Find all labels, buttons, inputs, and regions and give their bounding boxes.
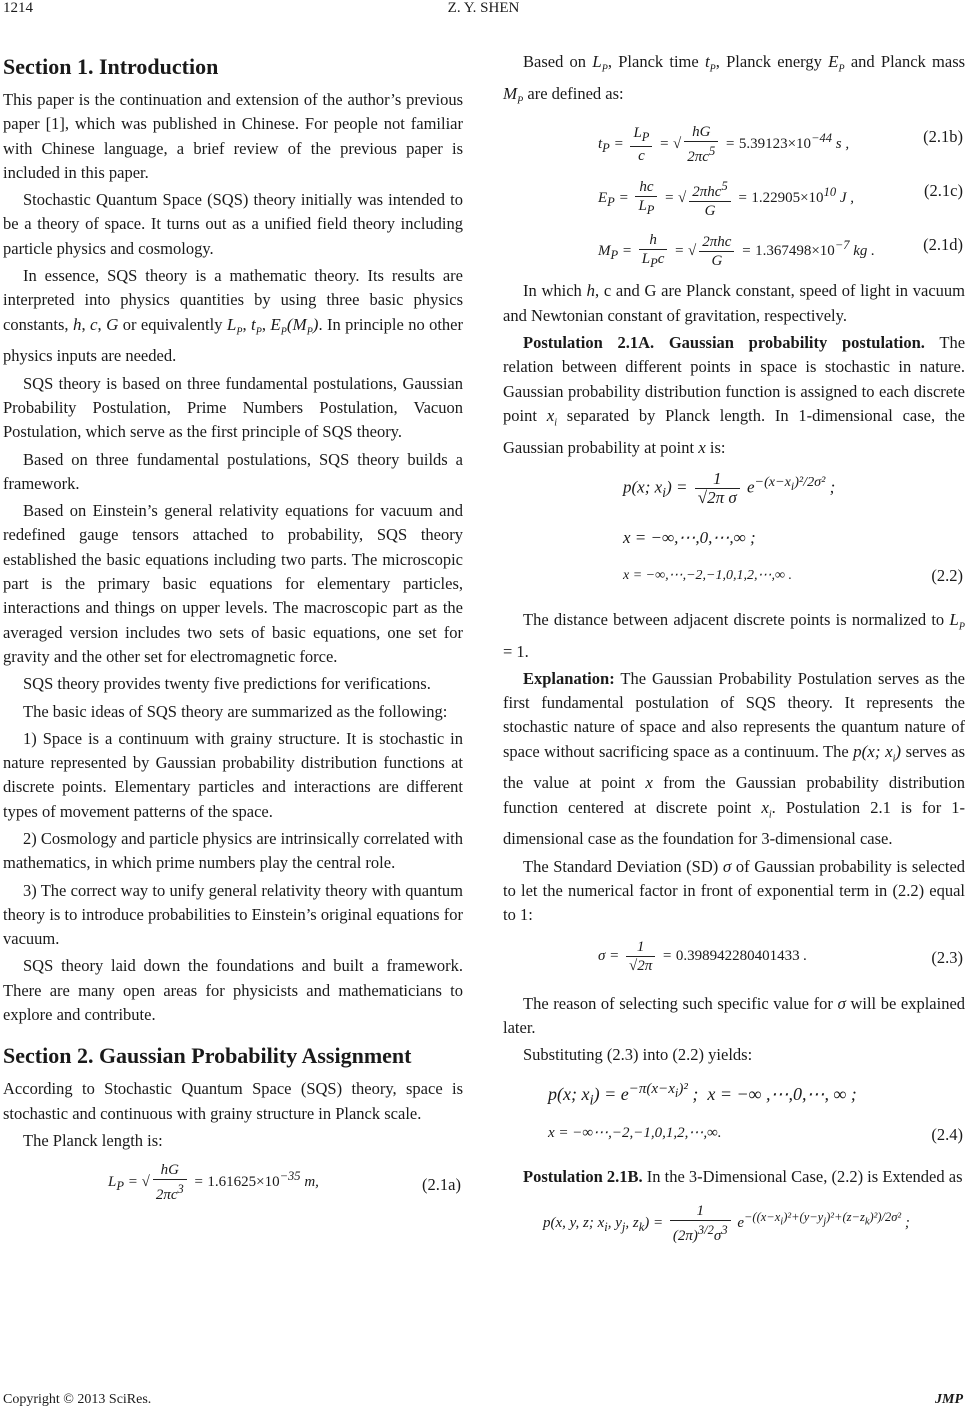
paragraph: In essence, SQS theory is a mathematic theory. Its results are interpreted into physics quantities by using three basic physics constants, h, c, G or equivalently $L_P$, $t_P$, $E_P(M_P)$. In principle no other physics inputs are needed. bbox=[3, 266, 464, 366]
right-column bbox=[503, 50, 965, 1262]
paragraph: Based on $L_P$, Planck time $t_P$, Planck energy $E_P$ and Planck mass $M_P$ are defined as: bbox=[503, 52, 966, 107]
paragraph: Based on Einstein’s general relativity equations for vacuum and redefined gauge tensors attached to probability, SQS theory established the basic equations including two parts. The microscopic part is the primary basic equations for elementary particles, interactions and things on upper levels. The macroscopic part as the averaged version includes two sets of basic equations, one set for gravity and the other set for electromagnetic force. bbox=[3, 501, 463, 666]
equation-number: (2.1a) bbox=[422, 1175, 461, 1195]
equation-number: (2.1c) bbox=[924, 181, 963, 201]
paragraph: Stochastic Quantum Space (SQS) theory initially was intended to be a theory of space. It turns out as a unified field theory including particle physics and cosmology. bbox=[3, 190, 463, 258]
running-author: Z. Y. SHEN bbox=[447, 0, 520, 16]
paragraph: In which h, c and G are Planck constant, speed of light in vacuum and Newtonian constant of gravitation, respectively. bbox=[503, 281, 965, 325]
equation-2-1b: $t_P$ = $\frac{L_P}{c}$ = √ $\frac{hG}{2\pi c^5}$ = $5.39123\times 10^{-44}$ s , (2.1b) bbox=[598, 124, 963, 166]
equation-number: (2.1b) bbox=[923, 127, 963, 147]
paragraph: Postulation 2.1A. Gaussian probability postulation. The relation between different points in space is stochastic in nature. Gaussian probability distribution function is assigned to each discrete point $x_i$ separated by Planck length. In 1-dimensional case, the Gaussian probability at point x is: bbox=[503, 332, 966, 457]
paragraph: Postulation 2.1B. In the 3-Dimensional Case, (2.2) is Extended as bbox=[523, 1167, 963, 1187]
paragraph: This paper is the continuation and extension of the author’s previous paper [1], which was published in Chinese. For people not familiar with Chinese language, a brief review of the previous paper is included in this paper. bbox=[3, 90, 463, 182]
paragraph: The Standard Deviation (SD) σ of Gaussian probability is selected to let the numerical factor in front of exponential term in (2.2) equal to 1: bbox=[503, 856, 966, 925]
equation-number: (2.1d) bbox=[923, 235, 963, 255]
paragraph: According to Stochastic Quantum Space (SQS) theory, space is stochastic and continuous with grainy structure in Planck scale. bbox=[3, 1079, 463, 1123]
section-2-title: Section 2. Gaussian Probability Assignment bbox=[3, 1043, 412, 1069]
paragraph: SQS theory provides twenty five predictions for verifications. bbox=[23, 674, 431, 694]
equation-2-1a: $L_P$ = √ $\frac{hG}{2\pi c^3}$ = $1.61625\times 10^{-35}$ m, (2.1a) bbox=[108, 1162, 461, 1204]
equation-number: (2.4) bbox=[931, 1125, 963, 1145]
equation-number: (2.2) bbox=[931, 565, 963, 585]
paragraph: 1) Space is a continuum with grainy structure. It is stochastic in nature represented by Gaussian probability distribution functions at discrete points. Elementary particles and interactions are different types of movement patterns of the space. bbox=[3, 728, 463, 821]
paragraph: The basic ideas of SQS theory are summarized as the following: bbox=[23, 701, 448, 721]
equation-2-3: σ = $\frac{1}{√2\pi}$ = 0.398942280401433 . (2.3) bbox=[598, 938, 963, 974]
paragraph: The Planck length is: bbox=[23, 1130, 163, 1150]
paragraph: The reason of selecting such specific value for σ will be explained later. bbox=[503, 993, 966, 1037]
equation-2-1d: $M_P$ = $\frac{h}{L_Pc}$ = √ $\frac{\text{2πhc}}{G}$ = $1.367498\times 10^{-7}$ kg . (2.1d) bbox=[598, 232, 963, 271]
copyright: Copyright © 2013 SciRes. bbox=[3, 1392, 152, 1407]
page-number: 1214 bbox=[3, 0, 33, 16]
equation-2-2: p(x; $x_i$) = $\frac{1}{\text{√2π σ}}$ $e^{-(x-x_i)^2/2\sigma^2}$ ; x = −∞,⋯,0,⋯,∞ ; x = −∞,⋯,−2,−1,0,1,2,⋯,∞ . (2.2) bbox=[503, 464, 965, 600]
page-footer bbox=[3, 1392, 965, 1408]
paragraph: 3) The correct way to unify general relativity theory with quantum theory is to introduce probabilities to Einstein’s original equations for vacuum. bbox=[3, 880, 463, 949]
left-column bbox=[3, 50, 463, 1225]
page-header bbox=[0, 0, 967, 24]
paragraph: SQS theory is based on three fundamental postulations, Gaussian Probability Postulation, Prime Numbers Postulation, Vacuon Postulation, which serve as the first principle of SQS theory. bbox=[3, 373, 463, 442]
journal-abbrev: JMP bbox=[935, 1392, 963, 1407]
paragraph: 2) Cosmology and particle physics are intrinsically correlated with mathematics, in which prime numbers play the central role. bbox=[3, 829, 463, 873]
equation-number: (2.3) bbox=[931, 947, 963, 967]
paragraph: SQS theory laid down the foundations and built a framework. There are many open areas for physicists and mathematicians to explore and contribute. bbox=[3, 956, 463, 1025]
section-1-title: Section 1. Introduction bbox=[3, 54, 219, 79]
paragraph: The distance between adjacent discrete points is normalized to $L_P = 1$. bbox=[503, 609, 965, 661]
paragraph: Explanation: The Gaussian Probability Postulation serves as the first fundamental postulation of SQS theory. It represents the stochastic nature of space and also represents the quantum nature of space without sacrificing space as a continuum. The p(x; $x_i$) serves as the value at point x from the Gaussian probability distribution function centered at discrete point $x_i$. Postulation 2.1 is for 1-dimensional case as the foundation for 3-dimensional case. bbox=[503, 668, 966, 849]
equation-2-2-3d: p(x, y, z; $x_i$, $y_j$, $z_k$) = $\frac{1}{(2\pi)^{3/2}\sigma^3}$ $e^{-((x-x_i)^2+(y-y_j)^2+(z-z_k)^2)/2\sigma^2}$ ; bbox=[543, 1202, 910, 1244]
equation-2-1c: $E_P$ = $\frac{hc}{L_P}$ = √ $\frac{2\pi hc^5}{G}$ = $1.22905\times 10^{10}$ J , (2.1c) bbox=[598, 179, 963, 220]
equation-2-4: p(x; $x_i) = e^{-\pi(x-x_i)^2}$ ; x = −∞ ,⋯,0,⋯, ∞ ; x = −∞⋯,−2,−1,0,1,2,⋯,∞. (2.4) bbox=[503, 1071, 965, 1157]
paragraph: Substituting (2.3) into (2.2) yields: bbox=[523, 1045, 753, 1065]
paragraph: Based on three fundamental postulations, SQS theory builds a framework. bbox=[3, 449, 463, 493]
